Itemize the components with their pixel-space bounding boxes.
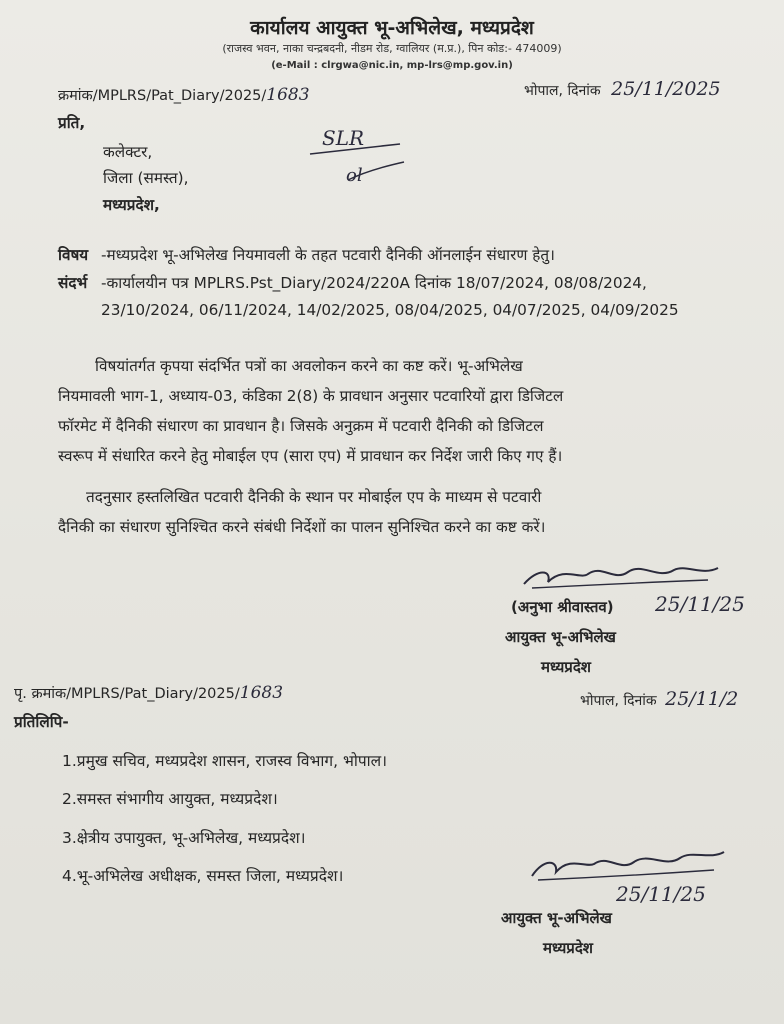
- signature-date-handwritten: 25/11/25: [655, 592, 745, 616]
- subject-text: -मध्यप्रदेश भू-अभिलेख नियमावली के तहत पटवारी दैनिकी ऑनलाईन संधारण हेतु।: [101, 246, 555, 264]
- copy-item-4: 4.भू-अभिलेख अधीक्षक, समस्त जिला, मध्यप्रदेश।: [62, 867, 344, 885]
- reference-number: [58, 85, 310, 105]
- para2-line-1: तदनुसार हस्तलिखित पटवारी दैनिकी के स्थान पर मोबाईल एप के माध्यम से पटवारी: [86, 488, 542, 506]
- copy-signature: [528, 846, 728, 886]
- copy-signatory-state: मध्यप्रदेश: [543, 939, 594, 957]
- copy-item-1: 1.प्रमुख सचिव, मध्यप्रदेश शासन, राजस्व विभाग, भोपाल।: [62, 752, 388, 770]
- office-contact: (e-Mail : clrgwa@nic.in, mp-lrs@mp.gov.in): [271, 60, 513, 71]
- to-label: प्रति,: [58, 114, 86, 132]
- date-handwritten: 25/11/2025: [611, 78, 721, 100]
- copy-item-3: 3.क्षेत्रीय उपायुक्त, भू-अभिलेख, मध्यप्रदेश।: [62, 829, 306, 847]
- recipient-line-1: कलेक्टर,: [103, 143, 153, 161]
- reference-line-1: -कार्यालयीन पत्र MPLRS.Pst_Diary/2024/220A दिनांक 18/07/2024, 08/08/2024,: [101, 274, 647, 292]
- signatory-designation: आयुक्त भू-अभिलेख: [505, 628, 616, 646]
- copy-date-handwritten: 25/11/2: [665, 688, 739, 710]
- copy-place-date: [580, 688, 738, 710]
- copy-label: प्रतिलिपि-: [14, 713, 69, 731]
- recipient-line-2: जिला (समस्त),: [103, 169, 189, 187]
- para2-line-2: दैनिकी का संधारण सुनिश्चित करने संबंधी निर्देशों का पालन सुनिश्चित करने का कष्ट करें।: [58, 518, 546, 536]
- place-date-label: भोपाल, दिनांक: [524, 83, 601, 99]
- signatory-name: (अनुभा श्रीवास्तव): [511, 598, 614, 616]
- signature: [518, 560, 723, 596]
- copy-reference-handwritten: 1683: [239, 683, 284, 703]
- copy-signatory-designation: आयुक्त भू-अभिलेख: [501, 909, 612, 927]
- reference-line-2: 23/10/2024, 06/11/2024, 14/02/2025, 08/04/2025, 04/07/2025, 04/09/2025: [101, 301, 679, 319]
- annotation-ol: ol: [346, 165, 363, 186]
- copy-reference-number: [14, 683, 283, 703]
- para1-line-2: नियमावली भाग-1, अध्याय-03, कंडिका 2(8) के प्रावधान अनुसार पटवारियों द्वारा डिजिटल: [58, 387, 564, 405]
- reference-label: संदर्भ: [58, 274, 88, 292]
- recipient-line-3: मध्यप्रदेश,: [103, 196, 160, 214]
- reference-number-handwritten: 1683: [266, 85, 310, 105]
- para1-line-1: विषयांतर्गत कृपया संदर्भित पत्रों का अवलोकन करने का कष्ट करें। भू-अभिलेख: [95, 357, 523, 375]
- para1-line-4: स्वरूप में संधारित करने हेतु मोबाईल एप (सारा एप) में प्रावधान कर निर्देश जारी किए गए हैं।: [58, 447, 563, 465]
- copy-item-2: 2.समस्त संभागीय आयुक्त, मध्यप्रदेश।: [62, 790, 278, 808]
- reference-number-text: क्रमांक/MPLRS/Pat_Diary/2025/: [58, 88, 267, 104]
- copy-reference-text: पृ. क्रमांक/MPLRS/Pat_Diary/2025/: [14, 686, 240, 702]
- signatory-state: मध्यप्रदेश: [541, 658, 592, 676]
- copy-signature-date-handwritten: 25/11/25: [616, 882, 706, 906]
- para1-line-3: फॉरमेट में दैनिकी संधारण का प्रावधान है। जिसके अनुक्रम में पटवारी दैनिकी को डिजिटल: [58, 417, 544, 435]
- office-title: कार्यालय आयुक्त भू-अभिलेख, मध्यप्रदेश: [250, 17, 534, 39]
- copy-place-date-label: भोपाल, दिनांक: [580, 693, 657, 709]
- office-address: (राजस्व भवन, नाका चन्द्रबदनी, नीडम रोड, ग्वालियर (म.प्र.), पिन कोड:- 474009): [222, 42, 562, 55]
- subject-label: विषय: [58, 246, 89, 264]
- annotation-slr: SLR: [322, 126, 365, 150]
- place-date: [524, 78, 721, 100]
